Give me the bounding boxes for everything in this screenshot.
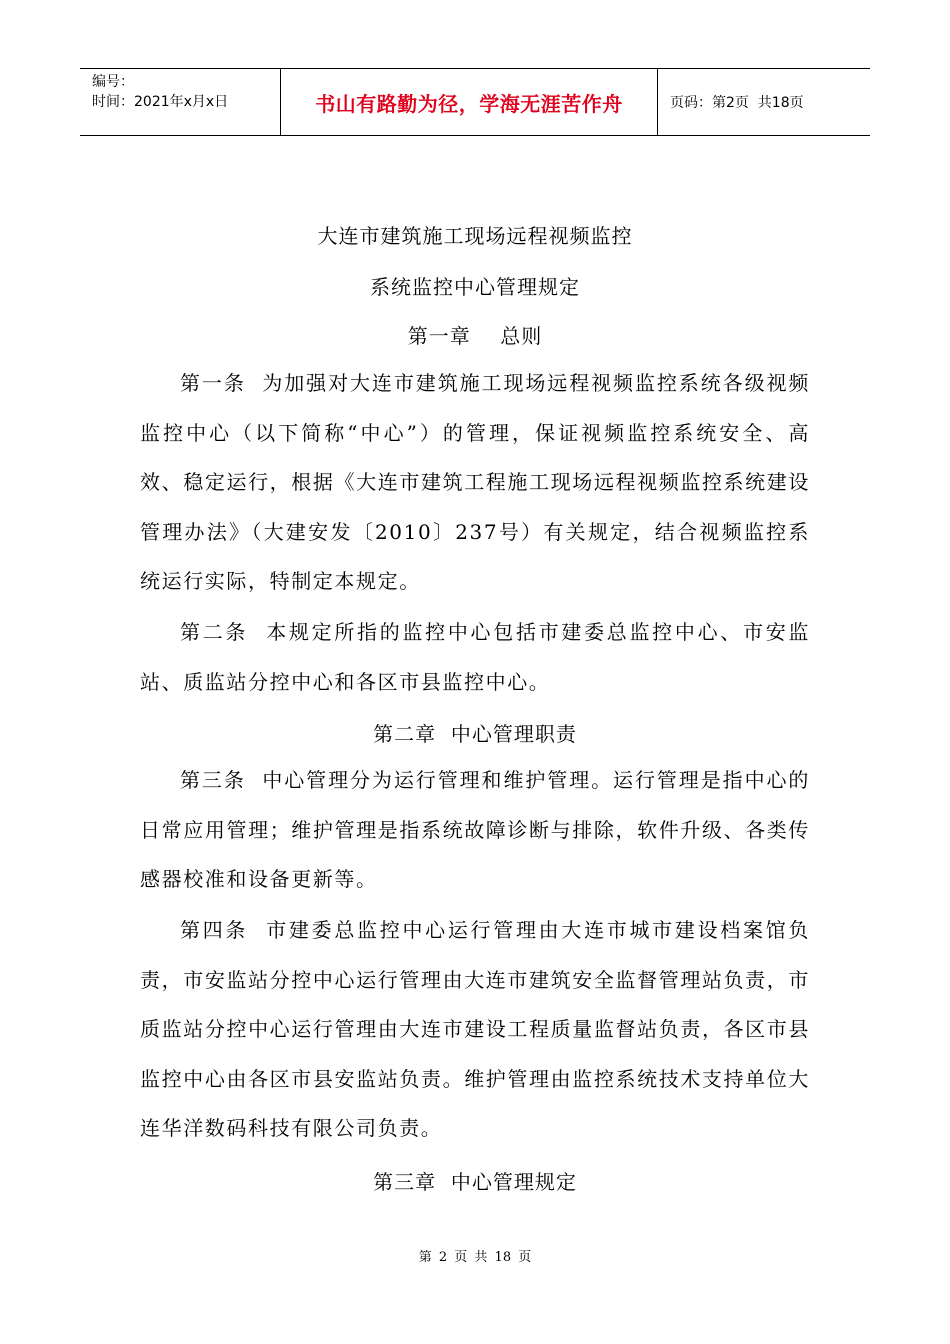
document-date-label: 时间：2021年x月x日 [92,94,229,110]
document-title-line2: 系统监控中心管理规定 [370,275,580,299]
header-meta-cell [80,69,281,135]
article-3 [140,756,810,905]
article-4-text: 市建委总监控中心运行管理由大连市城市建设档案馆负责，市安监站分控中心运行管理由大连市建筑安全监督管理站负责，市质监站分控中心运行管理由大连市建设工程质量监督站负责，各区市县监控中心由各区市县安监站负责。维护管理由监控系统技术支持单位大连华洋数码科技有限公司负责。 [140,918,810,1140]
document-title-line1: 大连市建筑施工现场远程视频监控 [317,224,633,248]
header-motto-cell [281,69,658,135]
article-1-text: 为加强对大连市建筑施工现场远程视频监控系统各级视频监控中心（以下简称“中心”）的管理，保证视频监控系统安全、高效、稳定运行，根据《大连市建筑工程施工现场远程视频监控系统建设管理办法》（大建安发〔2010〕237号）有关规定，结合视频监控系统运行实际，特制定本规定。 [140,371,811,593]
article-2 [140,608,810,707]
article-3-text: 中心管理分为运行管理和维护管理。运行管理是指中心的日常应用管理；维护管理是指系统故障诊断与排除，软件升级、各类传感器校准和设备更新等。 [140,768,811,891]
header-page-info: 页码：第2页 共18页 [670,95,804,111]
header-page-cell [658,69,870,135]
header-motto: 书山有路勤为径，学海无涯苦作舟 [315,91,623,116]
article-1-label: 第一条 [180,371,263,395]
document-number-label: 编号： [92,74,134,90]
article-2-text: 本规定所指的监控中心包括市建委总监控中心、市安监站、质监站分控中心和各区市县监控中心。 [140,620,810,694]
article-4-label: 第四条 [180,918,267,942]
article-2-label: 第二条 [180,620,267,644]
chapter-1-heading: 第一章 总则 [407,324,543,348]
article-1 [140,359,810,607]
article-4 [140,906,810,1154]
page-header [80,68,870,136]
chapter-3-heading: 第三章 中心管理规定 [373,1170,577,1194]
chapter-2-heading: 第二章 中心管理职责 [373,722,577,746]
article-3-label: 第三条 [180,768,263,792]
page-footer: 第 2 页 共 18 页 [418,1250,532,1265]
